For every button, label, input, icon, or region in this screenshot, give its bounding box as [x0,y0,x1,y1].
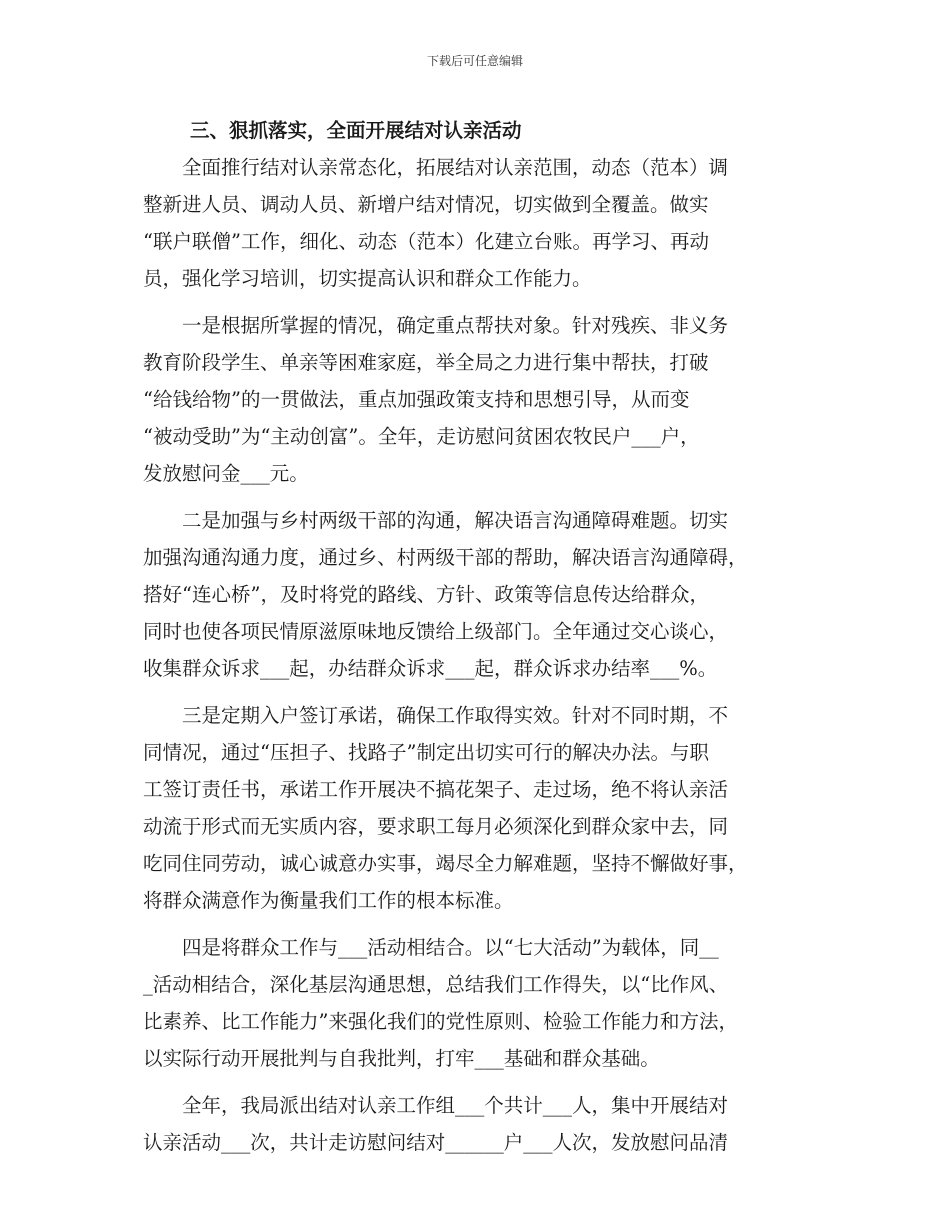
text-line: 吃同住同劳动，诚心诚意办实事，竭尽全力解难题，坚持不懈做好事， [143,852,748,875]
text-line: “联户联僧”工作，细化、动态（范本）化建立台账。再学习、再动 [143,230,709,253]
text-line: 认亲活动___次，共计走访慰问结对______户___人次，发放慰问品清 [143,1131,729,1154]
text-line: 同情况，通过“压担子、找路子”制定出切实可行的解决办法。与职 [143,741,709,764]
text-line: 四是将群众工作与___活动相结合。以“七大活动”为载体，同__ [143,936,719,959]
page-header: 下载后可任意编辑 [426,54,523,68]
paragraph-point-three [143,697,803,919]
text-line: 加强沟通沟通力度，通过乡、村两级干部的帮助，解决语言沟通障碍， [143,546,748,569]
paragraph-point-four [143,929,803,1077]
text-line: “被动受助”为“主动创富”。全年，走访慰问贫困农牧民户___户， [143,425,700,448]
paragraph-point-two [143,502,803,687]
text-line: 二是加强与乡村两级干部的沟通，解决语言沟通障碍难题。切实 [143,509,729,532]
paragraph-annual-summary [143,1087,803,1161]
text-line: 全面推行结对认亲常态化，拓展结对认亲范围，动态（范本）调 [143,156,729,179]
text-line: 比素养、比工作能力”来强化我们的党性原则、检验工作能力和方法， [143,1010,738,1033]
text-line: 员，强化学习培训，切实提高认识和群众工作能力。 [143,267,592,290]
section-heading: 三、狠抓落实，全面开展结对认亲活动 [190,119,522,142]
text-line: 三是定期入户签订承诺，确保工作取得实效。针对不同时期，不 [143,704,729,727]
paragraph-point-one [143,307,803,492]
text-line: 以实际行动开展批判与自我批判，打牢___基础和群众基础。 [143,1047,660,1070]
text-line: 教育阶段学生、单亲等困难家庭，举全局之力进行集中帮扶，打破 [143,351,709,374]
document-body [143,112,803,1161]
text-line: 全年，我局派出结对认亲工作组___个共计___人，集中开展结对 [143,1094,729,1117]
text-line: 整新进人员、调动人员、新增户结对情况，切实做到全覆盖。做实 [143,193,709,216]
text-line: 同时也使各项民情原滋原味地反馈给上级部门。全年通过交心谈心， [143,620,729,643]
text-line: 动流于形式而无实质内容，要求职工每月必须深化到群众家中去，同 [143,815,729,838]
text-line: 工签订责任书，承诺工作开展决不搞花架子、走过场，绝不将认亲活 [143,778,729,801]
text-line: 将群众满意作为衡量我们工作的根本标准。 [143,889,514,912]
paragraph-overview [143,149,803,297]
text-line: 收集群众诉求___起，办结群众诉求___起，群众诉求办结率___%。 [143,657,718,680]
text-line: _活动相结合，深化基层沟通思想，总结我们工作得失，以“比作风、 [143,973,729,996]
text-line: 搭好“连心桥”，及时将党的路线、方针、政策等信息传达给群众， [143,583,709,606]
text-line: 一是根据所掌握的情况，确定重点帮扶对象。针对残疾、非义务 [143,314,729,337]
text-line: “给钱给物”的一贯做法，重点加强政策支持和思想引导，从而变 [143,388,690,411]
text-line: 发放慰问金___元。 [143,462,309,485]
